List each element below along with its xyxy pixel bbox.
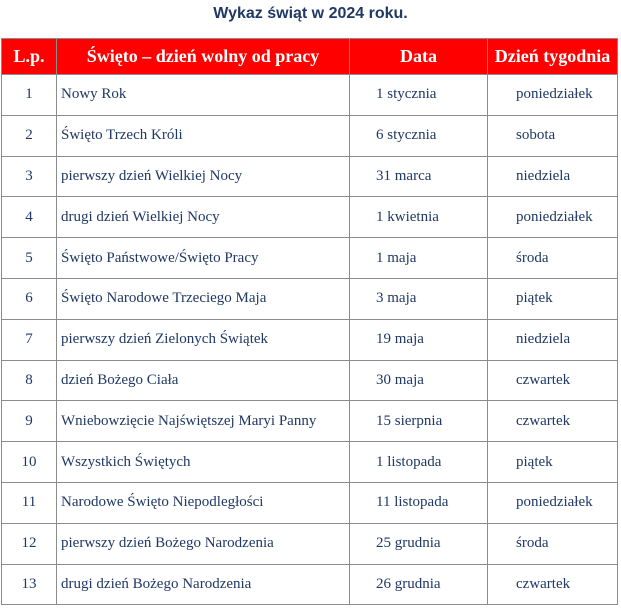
table-row [2,319,618,360]
cell-weekday: czwartek [488,360,618,401]
cell-holiday-name: dzień Bożego Ciała [57,360,350,401]
header-lp: L.p. [2,39,57,75]
cell-lp: 10 [2,442,57,483]
cell-holiday-name: Narodowe Święto Niepodległości [57,482,350,523]
cell-holiday-name: Święto Państwowe/Święto Pracy [57,238,350,279]
table-row [2,156,618,197]
cell-lp: 9 [2,401,57,442]
cell-holiday-name: pierwszy dzień Zielonych Świątek [57,319,350,360]
table-row [2,523,618,564]
header-date: Data [350,39,488,75]
cell-weekday: środa [488,523,618,564]
page-title: Wykaz świąt w 2024 roku. [213,5,408,22]
cell-weekday: poniedziałek [488,197,618,238]
cell-date: 1 maja [350,238,488,279]
cell-date: 30 maja [350,360,488,401]
cell-holiday-name: Święto Narodowe Trzeciego Maja [57,278,350,319]
cell-lp: 5 [2,238,57,279]
table-body [2,75,618,605]
cell-weekday: czwartek [488,401,618,442]
table-row [2,401,618,442]
table-row [2,197,618,238]
cell-weekday: piątek [488,442,618,483]
cell-weekday: środa [488,238,618,279]
table-row [2,238,618,279]
cell-date: 1 kwietnia [350,197,488,238]
table-row [2,360,618,401]
cell-date: 19 maja [350,319,488,360]
table-row [2,278,618,319]
cell-weekday: sobota [488,115,618,156]
table-row [2,482,618,523]
cell-date: 6 stycznia [350,115,488,156]
table-row [2,75,618,116]
cell-lp: 13 [2,564,57,605]
cell-date: 31 marca [350,156,488,197]
cell-lp: 3 [2,156,57,197]
cell-date: 26 grudnia [350,564,488,605]
cell-weekday: niedziela [488,156,618,197]
header-holiday-name: Święto – dzień wolny od pracy [57,39,350,75]
cell-date: 11 listopada [350,482,488,523]
cell-holiday-name: drugi dzień Bożego Narodzenia [57,564,350,605]
cell-lp: 12 [2,523,57,564]
holidays-table [1,38,618,605]
cell-weekday: piątek [488,278,618,319]
cell-weekday: niedziela [488,319,618,360]
table-row [2,442,618,483]
cell-holiday-name: drugi dzień Wielkiej Nocy [57,197,350,238]
cell-holiday-name: Wszystkich Świętych [57,442,350,483]
cell-date: 15 sierpnia [350,401,488,442]
table-header-row [2,39,618,75]
cell-date: 25 grudnia [350,523,488,564]
cell-date: 1 listopada [350,442,488,483]
cell-lp: 6 [2,278,57,319]
cell-lp: 4 [2,197,57,238]
cell-lp: 8 [2,360,57,401]
cell-holiday-name: Święto Trzech Króli [57,115,350,156]
cell-holiday-name: pierwszy dzień Wielkiej Nocy [57,156,350,197]
cell-lp: 7 [2,319,57,360]
cell-holiday-name: Nowy Rok [57,75,350,116]
cell-holiday-name: pierwszy dzień Bożego Narodzenia [57,523,350,564]
cell-lp: 1 [2,75,57,116]
cell-date: 1 stycznia [350,75,488,116]
table-row [2,564,618,605]
header-weekday: Dzień tygodnia [488,39,618,75]
cell-date: 3 maja [350,278,488,319]
table-row [2,115,618,156]
cell-lp: 11 [2,482,57,523]
cell-weekday: poniedziałek [488,75,618,116]
cell-holiday-name: Wniebowzięcie Najświętszej Maryi Panny [57,401,350,442]
cell-weekday: czwartek [488,564,618,605]
cell-lp: 2 [2,115,57,156]
cell-weekday: poniedziałek [488,482,618,523]
